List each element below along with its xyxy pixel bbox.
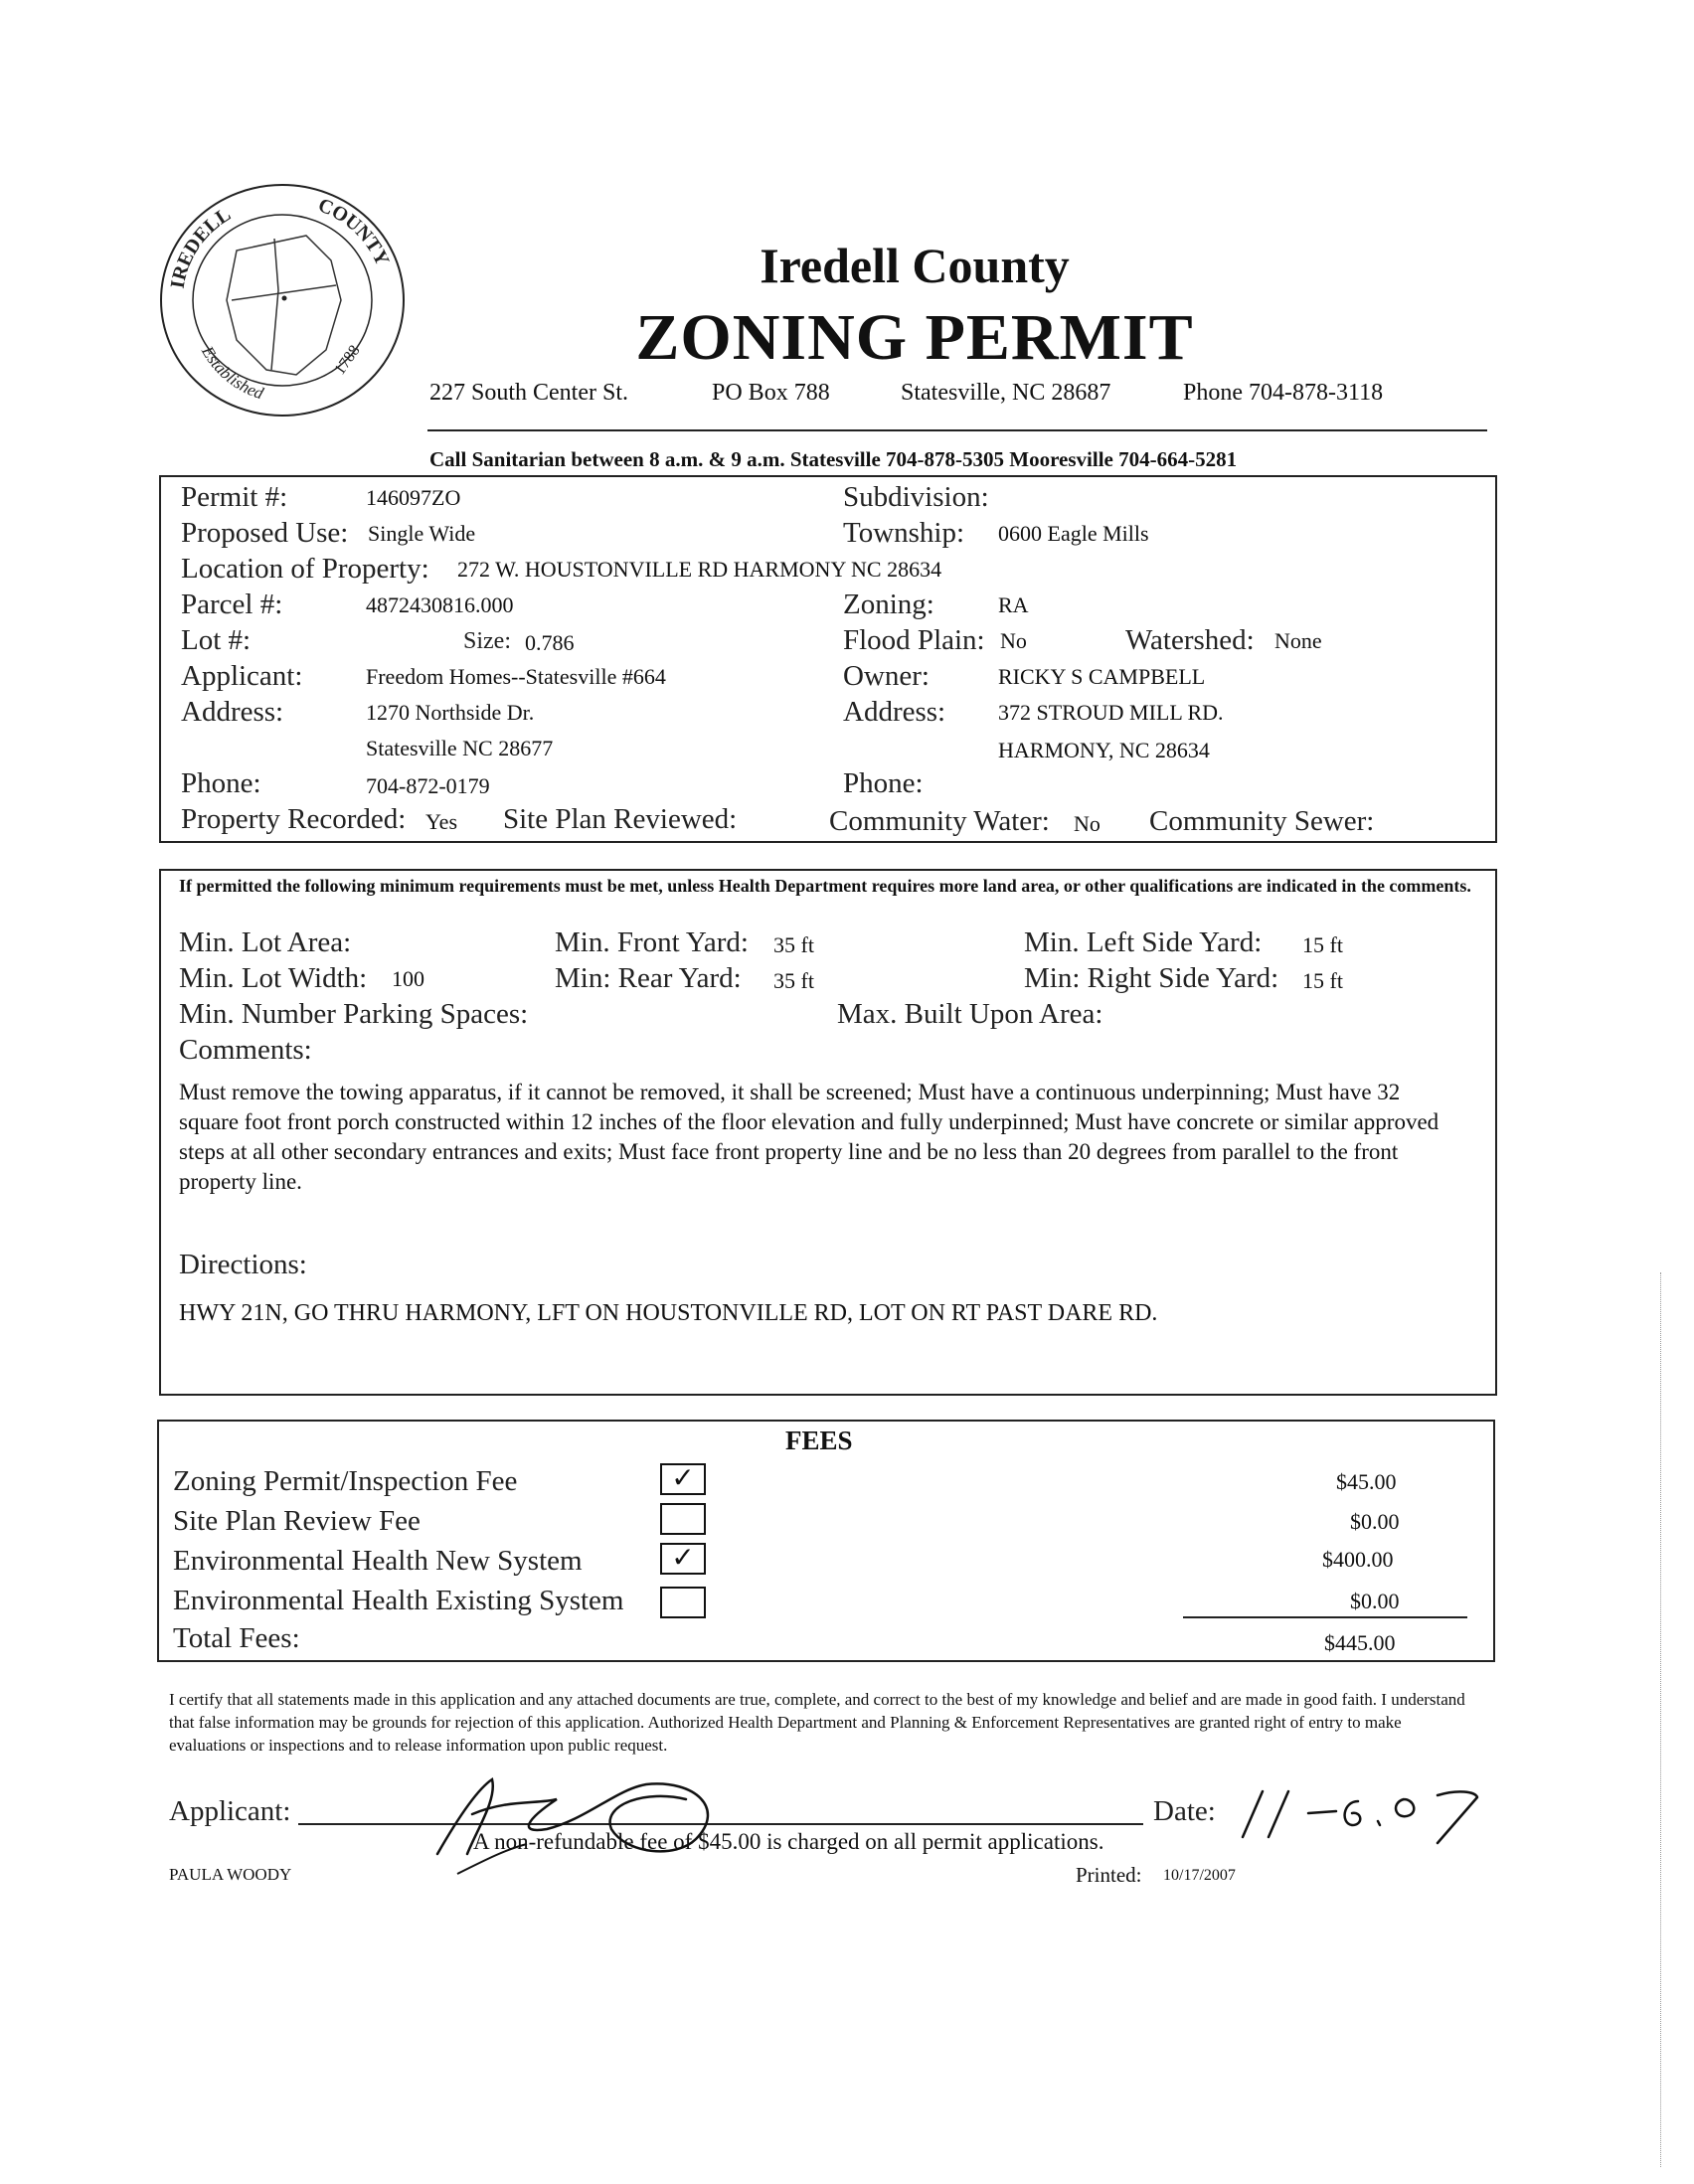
min-rear-yard: 35 ft: [773, 968, 814, 993]
printed-date: 10/17/2007: [1163, 1867, 1236, 1884]
min-front-yard-label: Min. Front Yard:: [555, 926, 749, 958]
community-water: No: [1074, 811, 1101, 836]
township-label: Township:: [843, 517, 965, 549]
directions-text: HWY 21N, GO THRU HARMONY, LFT ON HOUSTONVILLE RD, LOT ON RT PAST DARE RD.: [179, 1300, 1158, 1326]
fee-checkbox[interactable]: ✓: [660, 1543, 706, 1575]
min-rear-yard-label: Min: Rear Yard:: [555, 962, 742, 994]
lot-size: 0.786: [525, 630, 575, 655]
fee-label: Environmental Health Existing System: [173, 1585, 624, 1616]
applicant-signature-label: Applicant:: [169, 1795, 291, 1827]
office-city: Statesville, NC 28687: [901, 380, 1111, 406]
zoning: RA: [998, 592, 1029, 617]
requirements-intro: If permitted the following minimum requirements must be met, unless Health Department requires more land area, or other qualifications are indicated in the comments.: [179, 876, 1471, 896]
county-name: Iredell County: [760, 238, 1070, 293]
flood-plain: No: [1000, 628, 1027, 653]
location-label: Location of Property:: [181, 553, 429, 585]
permit-number: 146097ZO: [366, 485, 461, 510]
permit-info-box: [159, 475, 1497, 843]
zoning-label: Zoning:: [843, 588, 934, 620]
date-label: Date:: [1153, 1795, 1216, 1827]
header-divider: [427, 429, 1487, 431]
property-location: 272 W. HOUSTONVILLE RD HARMONY NC 28634: [457, 557, 942, 582]
fee-checkbox[interactable]: [660, 1503, 706, 1535]
fee-checkbox[interactable]: ✓: [660, 1463, 706, 1495]
owner-address-label: Address:: [843, 696, 946, 728]
owner-phone-label: Phone:: [843, 767, 924, 799]
owner-address-line2: HARMONY, NC 28634: [998, 738, 1210, 762]
fee-label: Environmental Health New System: [173, 1545, 583, 1577]
fee-amount: $45.00: [1336, 1469, 1397, 1494]
min-left-side-yard: 15 ft: [1302, 932, 1343, 957]
subdivision-label: Subdivision:: [843, 481, 989, 513]
max-built-upon-label: Max. Built Upon Area:: [837, 998, 1103, 1030]
applicant-signature: [398, 1760, 795, 1879]
min-right-side-yard-label: Min: Right Side Yard:: [1024, 962, 1279, 994]
total-fees-label: Total Fees:: [173, 1622, 300, 1654]
property-recorded-label: Property Recorded:: [181, 803, 407, 835]
min-lot-area-label: Min. Lot Area:: [179, 926, 352, 958]
seal-bottom-text: Established: [198, 342, 266, 404]
min-lot-width: 100: [392, 966, 424, 991]
sanitarian-notice: Call Sanitarian between 8 a.m. & 9 a.m. Statesville 704-878-5305 Mooresville 704-664-5281: [429, 447, 1238, 471]
certification-text: I certify that all statements made in this application and any attached documents are true, complete, and correct to the best of my knowledge and belief and are made in good faith. I understand that false information may be grounds for rejection of this application. Authorized Health Department and Planning & Enforcement Representatives are granted right of entry to make evaluations or inspections and to release information upon public request.: [169, 1690, 1465, 1755]
seal-year-text: 1788: [331, 342, 364, 379]
site-plan-reviewed-label: Site Plan Reviewed:: [503, 803, 738, 835]
comments-text: Must remove the towing apparatus, if it cannot be removed, it shall be screened; Must have a continuous underpinning; Must have 32 square foot front porch constructed within 12 inches of the floor elevation and fully underpinned; Must have concrete or similar approved steps at all other secondary entrances and exits; Must face front property line and be no less than 20 degrees from parallel to the front property line.: [179, 1080, 1440, 1194]
total-divider: [1183, 1616, 1467, 1618]
owner-label: Owner:: [843, 660, 930, 692]
flood-plain-label: Flood Plain:: [843, 624, 985, 656]
printed-label: Printed:: [1076, 1863, 1142, 1887]
min-lot-width-label: Min. Lot Width:: [179, 962, 368, 994]
clerk-name: PAULA WOODY: [169, 1865, 292, 1884]
watershed-label: Watershed:: [1125, 624, 1255, 656]
township: 0600 Eagle Mills: [998, 521, 1149, 546]
handwritten-date: [1229, 1777, 1507, 1847]
total-fees: $445.00: [1324, 1630, 1396, 1655]
seal-top-text: IREDELL: [166, 203, 236, 290]
owner-address-line1: 372 STROUD MILL RD.: [998, 700, 1224, 725]
property-recorded: Yes: [425, 809, 458, 834]
scan-edge: [1660, 1272, 1662, 2167]
min-front-yard: 35 ft: [773, 932, 814, 957]
parcel-number: 4872430816.000: [366, 592, 514, 617]
size-label: Size:: [463, 628, 511, 654]
fee-note: A non-refundable fee of $45.00 is charged on all permit applications.: [473, 1829, 1104, 1854]
parcel-label: Parcel #:: [181, 588, 283, 620]
min-right-side-yard: 15 ft: [1302, 968, 1343, 993]
community-water-label: Community Water:: [829, 805, 1050, 837]
office-po-box: PO Box 788: [712, 380, 830, 406]
fee-checkbox[interactable]: [660, 1587, 706, 1618]
applicant-label: Applicant:: [181, 660, 303, 692]
owner-name: RICKY S CAMPBELL: [998, 664, 1206, 689]
fee-amount: $0.00: [1350, 1509, 1400, 1534]
fees-title: FEES: [785, 1426, 853, 1455]
watershed: None: [1274, 628, 1322, 653]
fee-amount: $0.00: [1350, 1589, 1400, 1613]
min-left-side-yard-label: Min. Left Side Yard:: [1024, 926, 1263, 958]
permit-number-label: Permit #:: [181, 481, 288, 513]
page-title: ZONING PERMIT: [635, 301, 1194, 374]
fee-amount: $400.00: [1322, 1547, 1394, 1572]
applicant-name: Freedom Homes--Statesville #664: [366, 664, 666, 689]
applicant-address-label: Address:: [181, 696, 284, 728]
proposed-use: Single Wide: [368, 521, 476, 546]
fee-label: Site Plan Review Fee: [173, 1505, 421, 1537]
county-seal: [157, 181, 408, 420]
proposed-use-label: Proposed Use:: [181, 517, 349, 549]
office-phone: Phone 704-878-3118: [1183, 380, 1384, 406]
lot-label: Lot #:: [181, 624, 252, 656]
office-address: 227 South Center St.: [429, 380, 629, 406]
directions-label: Directions:: [179, 1249, 307, 1280]
applicant-address-line2: Statesville NC 28677: [366, 736, 554, 760]
fee-label: Zoning Permit/Inspection Fee: [173, 1465, 518, 1497]
applicant-address-line1: 1270 Northside Dr.: [366, 700, 535, 725]
seal-right-text: COUNTY: [314, 194, 394, 269]
community-sewer-label: Community Sewer:: [1149, 805, 1375, 837]
applicant-phone-label: Phone:: [181, 767, 261, 799]
applicant-phone: 704-872-0179: [366, 773, 490, 798]
min-parking-label: Min. Number Parking Spaces:: [179, 998, 529, 1030]
comments-label: Comments:: [179, 1034, 312, 1066]
